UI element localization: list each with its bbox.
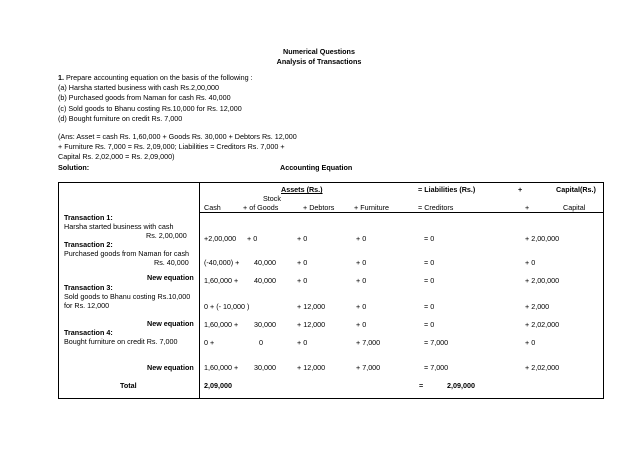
cell-furniture: + 0 — [356, 234, 367, 243]
transaction-2-desc: Purchased goods from Naman for cash — [64, 249, 190, 258]
cell-goods: 40,000 — [254, 258, 276, 267]
col-debtors: + Debtors — [303, 203, 335, 212]
assets-heading: Assets (Rs.) — [281, 185, 323, 194]
cell-capital: + 2,000 — [525, 302, 550, 311]
transaction-3-desc-2: for Rs. 12,000 — [64, 301, 110, 310]
cell-capital: + 0 — [525, 338, 536, 347]
cell-debtors: + 12,000 — [297, 363, 326, 372]
capital-heading: Capital(Rs.) — [556, 185, 596, 194]
cell-goods: + 0 — [247, 234, 258, 243]
transaction-2-amount: Rs. 40,000 — [154, 258, 189, 267]
cell-debtors: + 0 — [297, 276, 308, 285]
transaction-4-desc: Bought furniture on credit Rs. 7,000 — [64, 337, 178, 346]
transaction-1-label: Transaction 1: — [64, 213, 113, 222]
question-text: Prepare accounting equation on the basis of the following : — [64, 73, 253, 82]
table-left-border — [58, 182, 59, 399]
question-lead — [58, 73, 253, 82]
answer-line: (Ans: Asset = cash Rs. 1,60,000 + Goods Rs. 30,000 + Debtors Rs. 12,000 — [58, 132, 297, 141]
col-creditors: = Creditors — [418, 203, 454, 212]
cell-debtors: + 0 — [297, 258, 308, 267]
table-column-divider — [199, 182, 200, 399]
cell-goods: 40,000 — [254, 276, 276, 285]
cell-goods: 0 — [259, 338, 263, 347]
answer-line: Capital Rs. 2,02,000 = Rs. 2,09,000) — [58, 152, 175, 161]
transaction-3-desc: Sold goods to Bhanu costing Rs.10,000 — [64, 292, 191, 301]
transaction-3-label: Transaction 3: — [64, 283, 113, 292]
transaction-1-amount: Rs. 2,00,000 — [146, 231, 187, 240]
transaction-4-label: Transaction 4: — [64, 328, 113, 337]
cell-creditors: = 0 — [424, 276, 435, 285]
transaction-1-desc: Harsha started business with cash — [64, 222, 174, 231]
cell-capital: + 2,00,000 — [525, 276, 560, 285]
heading-plus: + — [518, 185, 523, 194]
question-item-b: (b) Purchased goods from Naman for cash Rs. 40,000 — [58, 93, 231, 102]
cell-capital: + 2,00,000 — [525, 234, 560, 243]
cell-furniture: + 7,000 — [356, 338, 381, 347]
table-right-border — [603, 182, 604, 399]
cell-creditors: = 0 — [424, 258, 435, 267]
new-equation-label: New equation — [147, 273, 194, 282]
table-bottom-border — [58, 398, 604, 399]
question-item-a: (a) Harsha started business with cash Rs.2,00,000 — [58, 83, 219, 92]
cell-cash: 1,60,000 + — [204, 363, 239, 372]
total-liabilities: 2,09,000 — [447, 381, 475, 390]
new-equation-label: New equation — [147, 363, 194, 372]
cell-debtors: + 0 — [297, 234, 308, 243]
table-top-border — [58, 182, 604, 183]
cell-furniture: + 7,000 — [356, 363, 381, 372]
question-item-d: (d) Bought furniture on credit Rs. 7,000 — [58, 114, 183, 123]
col-capital-plus: + — [525, 203, 530, 212]
liabilities-heading: = Liabilities (Rs.) — [418, 185, 476, 194]
cell-capital: + 2,02,000 — [525, 320, 560, 329]
total-equals: = — [419, 381, 424, 390]
answer-line: + Furniture Rs. 7,000 = Rs. 2,09,000; Liabilities = Creditors Rs. 7,000 + — [58, 142, 285, 151]
cell-cash: +2,00,000 — [204, 234, 237, 243]
question-item-c: (c) Sold goods to Bhanu costing Rs.10,000 for Rs. 12,000 — [58, 104, 242, 113]
total-assets: 2,09,000 — [204, 381, 232, 390]
page-title: Numerical Questions — [283, 47, 355, 56]
cell-creditors: = 7,000 — [424, 338, 449, 347]
cell-furniture: + 0 — [356, 258, 367, 267]
col-goods: + of Goods — [243, 203, 279, 212]
cell-creditors: = 7,000 — [424, 363, 449, 372]
cell-cash: 1,60,000 + — [204, 320, 239, 329]
solution-label: Solution: — [58, 163, 90, 172]
total-label: Total — [120, 381, 137, 390]
transaction-2-label: Transaction 2: — [64, 240, 113, 249]
page-subtitle: Analysis of Transactions — [276, 57, 362, 66]
cell-cash: 0 + — [204, 338, 215, 347]
cell-cash: 0 + (- 10,000 ) — [204, 302, 250, 311]
solution-title: Accounting Equation — [280, 163, 353, 172]
col-furniture: + Furniture — [354, 203, 389, 212]
cell-debtors: + 12,000 — [297, 320, 326, 329]
cell-debtors: + 12,000 — [297, 302, 326, 311]
cell-furniture: + 0 — [356, 320, 367, 329]
cell-furniture: + 0 — [356, 276, 367, 285]
cell-goods: 30,000 — [254, 363, 276, 372]
cell-furniture: + 0 — [356, 302, 367, 311]
cell-capital: + 2,02,000 — [525, 363, 560, 372]
cell-capital: + 0 — [525, 258, 536, 267]
table-header-divider — [199, 212, 604, 213]
cell-creditors: = 0 — [424, 302, 435, 311]
col-cash: Cash — [204, 203, 221, 212]
cell-debtors: + 0 — [297, 338, 308, 347]
col-capital: Capital — [563, 203, 586, 212]
cell-creditors: = 0 — [424, 234, 435, 243]
new-equation-label: New equation — [147, 319, 194, 328]
cell-creditors: = 0 — [424, 320, 435, 329]
cell-goods: 30,000 — [254, 320, 276, 329]
cell-cash: (-40,000) + — [204, 258, 240, 267]
cell-cash: 1,60,000 + — [204, 276, 239, 285]
question-number: 1. — [58, 73, 64, 82]
stock-label: Stock — [263, 194, 281, 203]
